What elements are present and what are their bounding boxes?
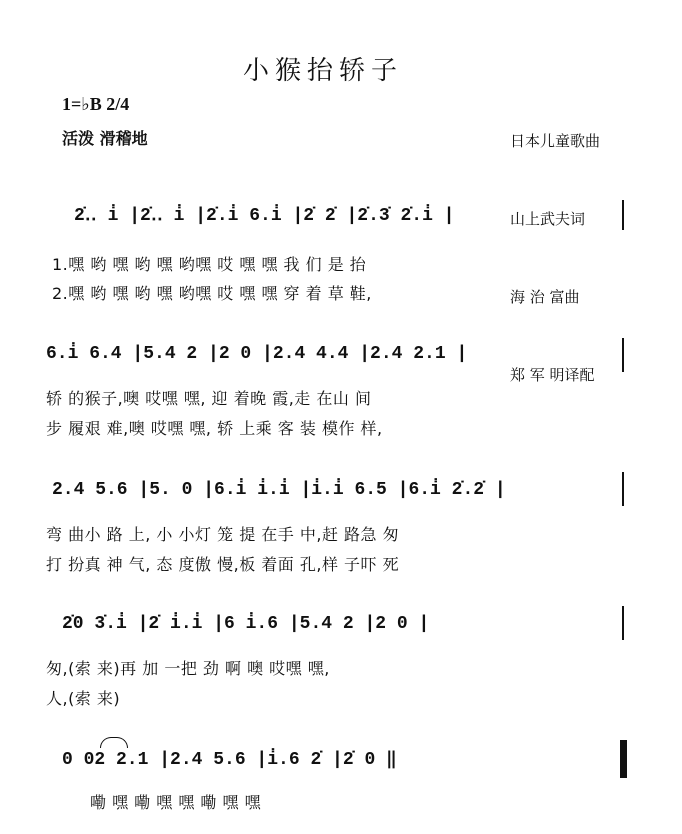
credit-lyricist: 山上武夫词 [510, 210, 586, 228]
credit-translator: 郑 军 明译配 [510, 366, 595, 384]
lyric-system-5-verse-1: 嘞 嘿 嘞 嘿 嘿 嘞 嘿 嘿 [90, 793, 262, 812]
lyric-system-2-verse-1: 轿 的猴子,噢 哎嘿 嘿, 迎 着晚 霞,走 在山 间 [46, 389, 372, 408]
notes-system-4: 2̇0 3̇.i̇ |2̇ i̇.i̇ |6 i̇.6 |5.4 2 |2 0 | [62, 614, 430, 634]
barline [622, 200, 624, 230]
song-title: 小猴抬轿子 [243, 56, 404, 86]
tempo-marking: 活泼 滑稽地 [62, 129, 148, 148]
lyric-system-1-verse-1: 1.嘿 哟 嘿 哟 嘿 哟嘿 哎 嘿 嘿 我 们 是 抬 [52, 255, 367, 274]
notes-system-2: 6.i̇ 6.4 |5.4 2 |2 0 |2.4 4.4 |2.4 2.1 | [46, 344, 468, 364]
final-barline [620, 740, 627, 778]
credits [510, 76, 600, 414]
lyric-system-2-verse-2: 步 履艰 难,噢 哎嘿 嘿, 轿 上乘 客 装 模作 样, [46, 419, 383, 438]
notes-system-5: 0 02 2.1 |2.4 5.6 |i̇.6 2̇ |2̇ 0 ‖ [62, 750, 397, 770]
credit-origin: 日本儿童歌曲 [510, 132, 601, 150]
notes-system-1: 2̇‥ i̇ |2̇‥ i̇ |2̇.i̇ 6.i̇ |2̇ 2̇ |2̇.3̇ 2̇.i̇ | [74, 206, 455, 226]
barline [622, 338, 624, 372]
lyric-system-4-verse-2: 人,(索 来) [46, 689, 121, 708]
barline [622, 606, 624, 640]
tie-mark [100, 737, 128, 748]
lyric-system-4-verse-1: 匆,(索 来)再 加 一把 劲 啊 噢 哎嘿 嘿, [46, 659, 330, 678]
barline [622, 472, 624, 506]
key-signature: 1=♭B 2/4 [62, 94, 130, 114]
lyric-system-1-verse-2: 2.嘿 哟 嘿 哟 嘿 哟嘿 哎 嘿 嘿 穿 着 草 鞋, [52, 284, 372, 303]
notes-system-3: 2.4 5.6 |5. 0 |6.i̇ i̇.i̇ |i̇.i̇ 6.5 |6.i̇ 2̇.2̇ | [52, 480, 506, 500]
credit-composer: 海 治 富曲 [510, 288, 580, 306]
lyric-system-3-verse-1: 弯 曲小 路 上, 小 小灯 笼 提 在手 中,赶 路急 匆 [46, 525, 400, 544]
lyric-system-3-verse-2: 打 扮真 神 气, 态 度傲 慢,板 着面 孔,样 子吓 死 [46, 555, 400, 574]
